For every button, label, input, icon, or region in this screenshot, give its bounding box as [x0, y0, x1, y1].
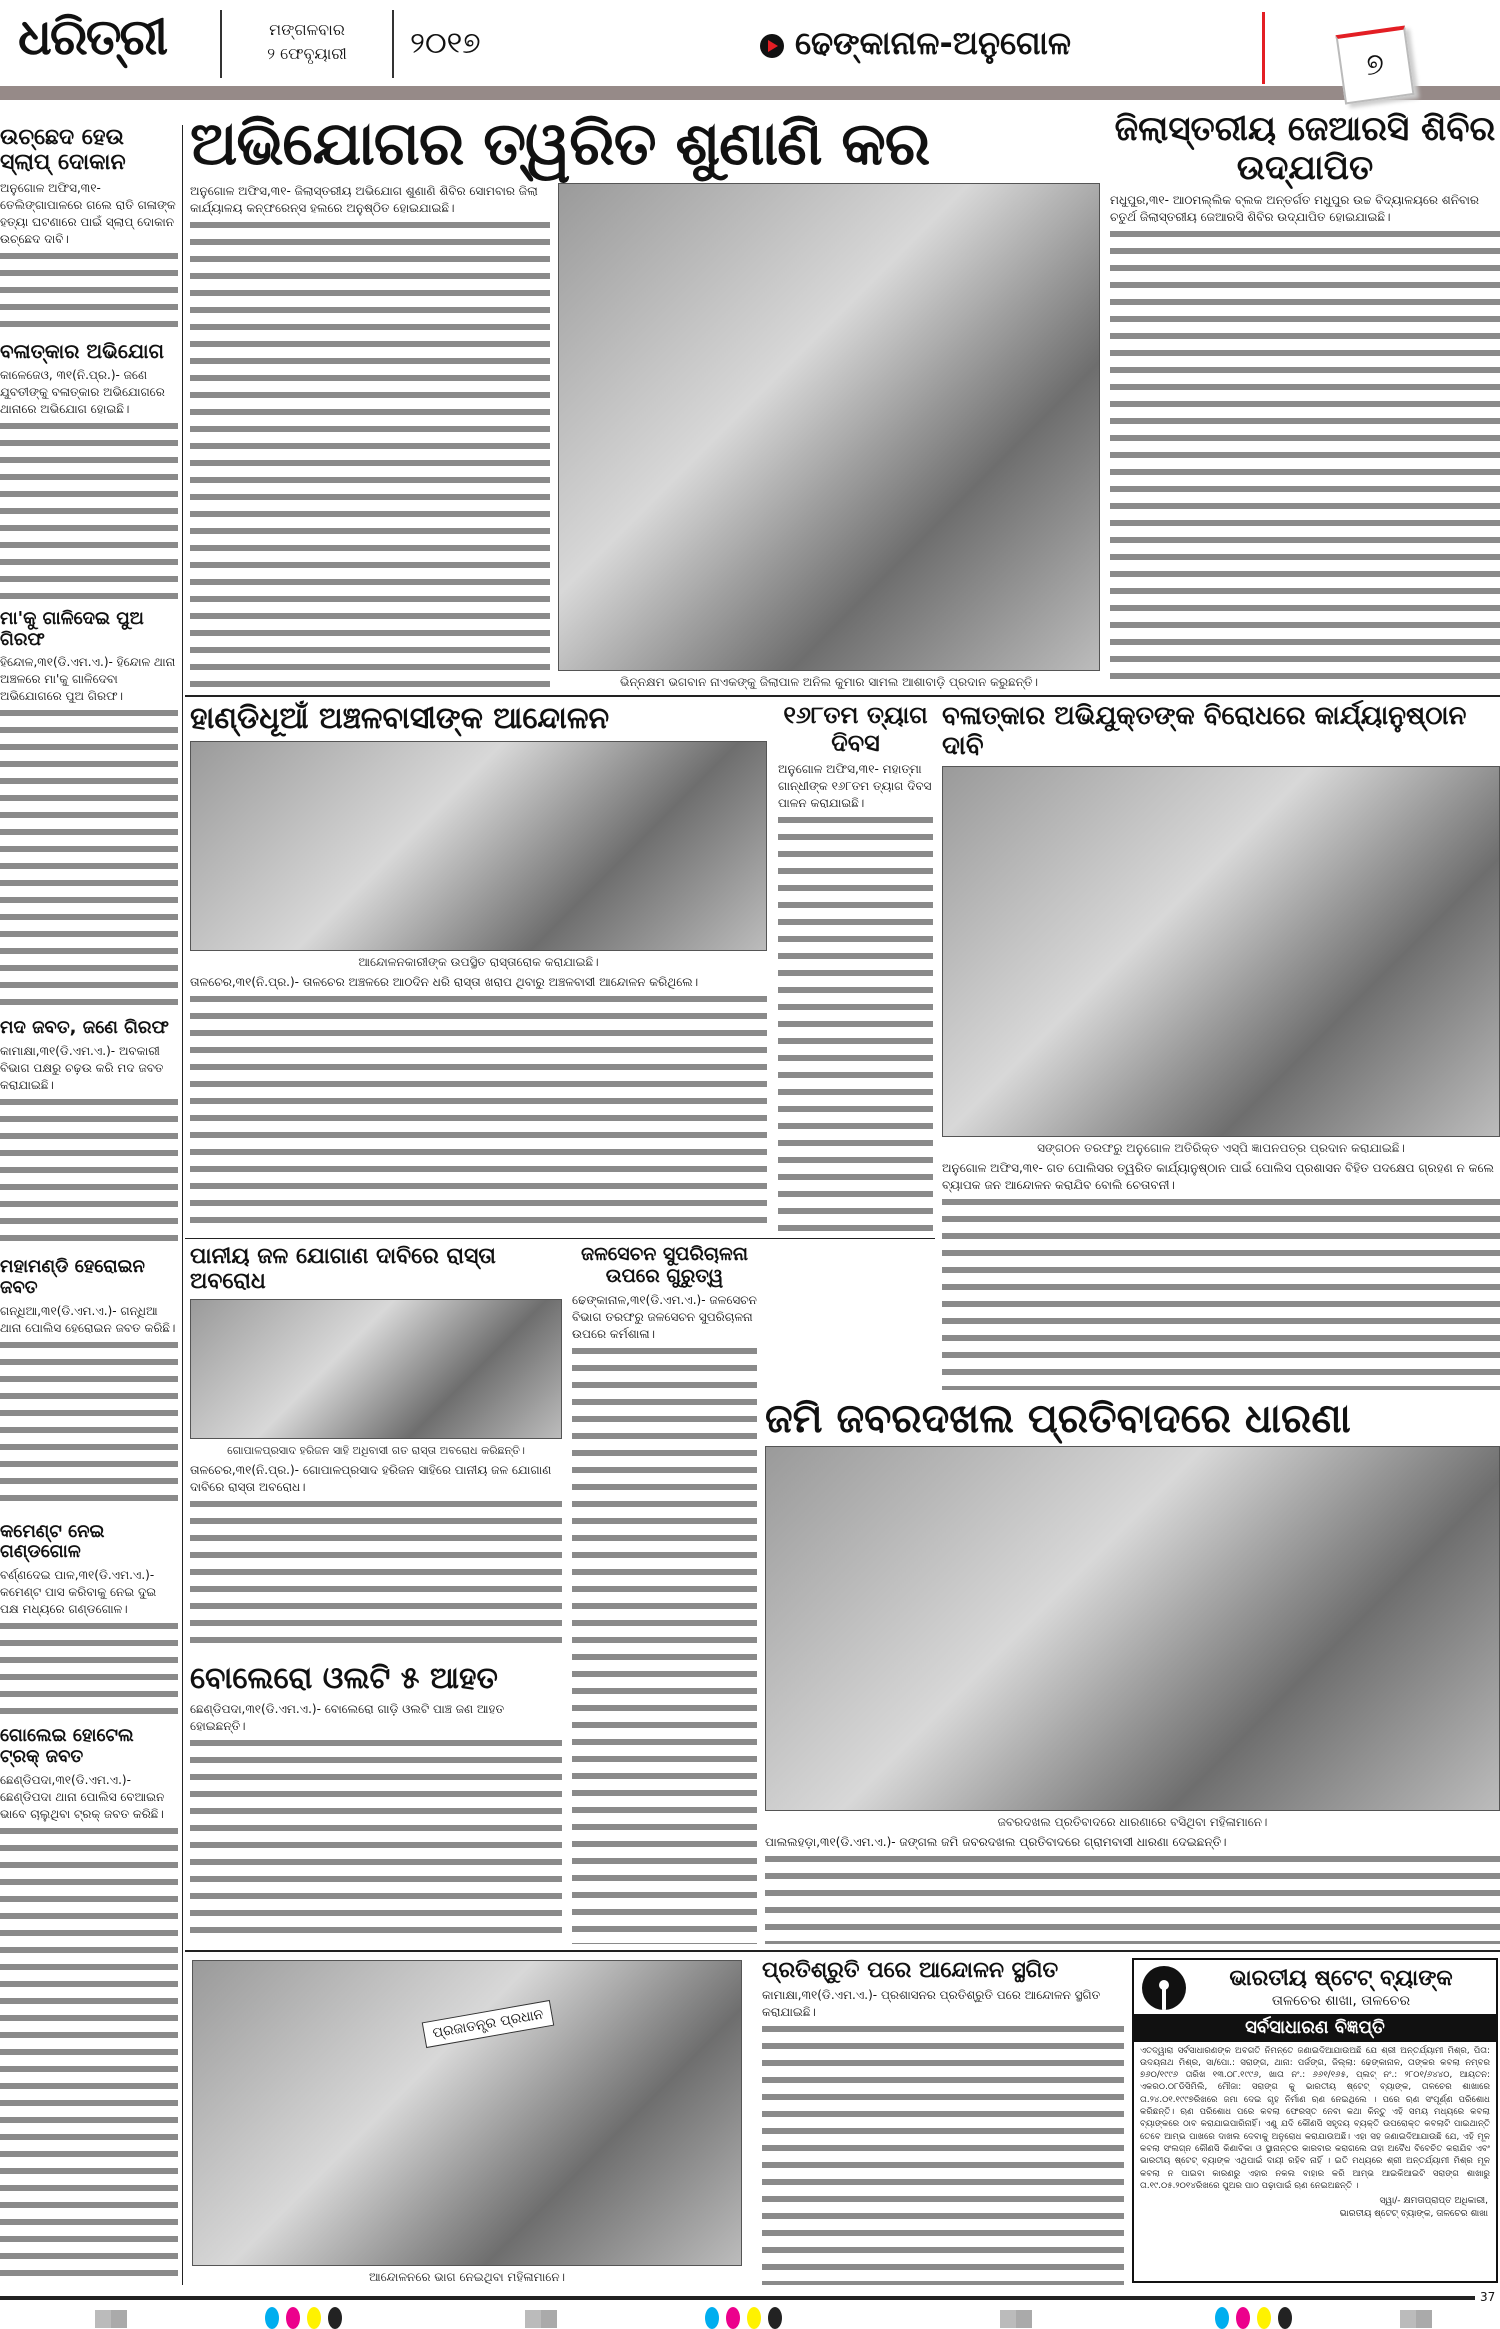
article-body [0, 1772, 178, 2285]
article-body [0, 367, 178, 599]
headline: ମଦ ଜବତ, ଜଣେ ଗିରଫ [0, 1016, 169, 1038]
main-body [190, 183, 550, 690]
body-text: ତାଳଚେର,୩୧(ନି.ପ୍ର.)- ଗୋପାଳପ୍ରସାଦ ହରିଜନ ସାହିରେ ପାନୀୟ ଜଳ ଯୋଗାଣ ଦାବିରେ ରାସ୍ତା ଅବରୋଧ। [190, 1462, 562, 1496]
issue-date [232, 18, 382, 66]
cmyk-dot [705, 2307, 719, 2329]
header-bar [0, 86, 1500, 100]
handidhua-body [190, 974, 767, 1233]
protest-banner: ପ୍ରଜାତନ୍ତ୍ର ପ୍ରଧାନ [422, 2000, 555, 2048]
headline: ବଳାତ୍କାର ଅଭିଯୋଗ [0, 338, 164, 363]
article-mother [0, 609, 178, 1008]
photo-caption: ଜବରଦଖଲ ପ୍ରତିବାଦରେ ଧାରଣାରେ ବସିଥିବା ମହିଳାମାନେ। [997, 1815, 1268, 1829]
cmyk-dot [1215, 2307, 1229, 2329]
cmyk-dot [328, 2307, 342, 2329]
cmyk-dot [747, 2307, 761, 2329]
branch-name: ତାଳଚେର ଶାଖା, ତାଳଚେର [1271, 1993, 1411, 2010]
sbi-logo-icon [1142, 1966, 1186, 2010]
body-text: ଅନୁଗୋଳ ଅଫିସ,୩୧- ଜିଲାସ୍ତରୀୟ ଅଭିଯୋଗ ଶୁଣାଣି ଶିବିର ସୋମବାର ଜିଲା କାର୍ଯ୍ୟାଳୟ କନ୍ଫରେନ୍ସ ହଲରେ ଅନୁଷ୍ଠିତ ହୋଇଯାଇଛି। [190, 183, 550, 217]
cmyk-dot [1278, 2307, 1292, 2329]
issue-year: ୨୦୧୭ [410, 26, 481, 61]
jrc-story [1110, 110, 1500, 690]
cmyk-dot [768, 2307, 782, 2329]
sbi-notice-ad [1132, 1958, 1498, 2283]
article-rape [0, 340, 178, 599]
body-text: ଅନୁଗୋଳ ଅଫିସ,୩୧- ଗତ ପୋଲିସର ତ୍ୱରିତ କାର୍ଯ୍ୟାନୁଷ୍ଠାନ ପାଇଁ ପୋଲିସ ପ୍ରଶାସନ ବିହିତ ପଦକ୍ଷେପ ଗ୍ରହଣ ନ କଲେ ବ୍ୟାପକ ଜନ ଆନ୍ଦୋଳନ କରାଯିବ ବୋଲି ଚେତାବନୀ। [942, 1160, 1500, 1194]
ad-header [1134, 1960, 1496, 2011]
accused-photo [942, 766, 1500, 1137]
headline: ମା'କୁ ଗାଳିଦେଇ ପୁଅ ଗିରଫ [0, 607, 144, 650]
body-text: ଛେଣ୍ଡିପଦା,୩୧(ଡି.ଏମ.ଏ.)- ଛେଣ୍ଡିପଦା ଥାନା ପୋଲିସ ବେଆଇନ ଭାବେ ଚାଲୁଥିବା ଟ୍ରକ୍ ଜବତ କରିଛି। [0, 1772, 178, 1823]
water-photo [190, 1299, 562, 1439]
accused-story [942, 702, 1500, 1390]
article-liquor [0, 1018, 178, 1247]
handidhua-story [190, 702, 767, 1232]
print-page-number: 37 [1480, 2290, 1496, 2304]
body-text: ବର୍ଣ୍ଣଦେଇ ପାଳ,୩୧(ଡି.ଏମ.ଏ.)- କମେଣ୍ଟ ପାସ କରିବାକୁ ନେଇ ଦୁଇ ପକ୍ଷ ମଧ୍ୟରେ ଗଣ୍ଡଗୋଳ। [0, 1567, 178, 1618]
land-body [765, 1834, 1500, 1944]
signatory-branch: ଭାରତୀୟ ଷ୍ଟେଟ୍ ବ୍ୟାଙ୍କ, ତାଳଚେର ଶାଖା [1339, 2209, 1488, 2220]
main-photo [558, 183, 1100, 671]
bank-name: ଭାରତୀୟ ଷ୍ଟେଟ୍ ବ୍ୟାଙ୍କ [1229, 1966, 1453, 1991]
headline: ଗୋଲେଇ ହୋଟେଲ ଟ୍ରକ୍ ଜବତ [0, 1725, 134, 1767]
water-headline: ପାନୀୟ ଜଳ ଯୋଗାଣ ଦାବିରେ ରାସ୍ତା ଅବରୋଧ [190, 1244, 496, 1295]
red-divider [1262, 12, 1265, 84]
article-body [0, 1043, 178, 1248]
footer-rule [0, 2296, 1475, 2300]
body-text: କାମାକ୍ଷା,୩୧(ଡି.ଏମ.ଏ.)- ଅବକାରୀ ବିଭାଗ ପକ୍ଷରୁ ଚଢ଼ଉ କରି ମଦ ଜବତ କରାଯାଇଛି। [0, 1043, 178, 1094]
divider [220, 10, 222, 78]
water-body [190, 1462, 562, 1654]
bolero-headline: ବୋଲେରୋ ଓଲଟି ୫ ଆହତ [190, 1661, 498, 1696]
protest-photo-block [192, 1960, 742, 2285]
play-bullet-icon [760, 34, 784, 58]
notice-body: ଏତଦ୍ୱାରା ସର୍ବସାଧାରଣଙ୍କ ଅବଗତି ନିମନ୍ତେ ଜଣାଇଦିଆଯାଉଅଛି ଯେ ଶ୍ରୀ ଅନ୍ତର୍ଯ୍ୟାମୀ ମିଶ୍ର, ପିତା: ଉଦୟନାଥ ମିଶ୍ର, ସା/ପୋ.: ସରାଙ୍ଗ, ଥାନା: ପର୍ଜଙ୍ଗ, ଜିଲ୍ଲା: ଢେଙ୍କାନାଳ, ତାଙ୍କର କବଲା ନମ୍ବର ୭୬୦/୧୯୯୬ ତାରିଖ ୧୩.୦୮.୧୯୯୬, ଖାତା ନଂ.: ୬୬୧/୧୬୫, ପ୍ଲଟ୍ ନଂ.: ୨୮୦୧/୬୪୪୦, ଆୟତନ: ଏକର୦.୦୮ଡିସିମିଲି, ମୌଜା: ସରାଙ୍ଗ କୁ ଭାରତୀୟ ଷ୍ଟେଟ୍ ବ୍ୟାଙ୍କ, ତାଳଚେର ଶାଖାରେ ତା.୨୪.୦୧.୧୯୯୭ରିଖରେ ଜମା ଦେଇ ଗୃହ ନିର୍ମାଣ ଋଣ ନେଇଥିଲେ । ପରେ ଋଣ ସଂପୂର୍ଣ୍ଣ ପରିଶୋଧ କରିଛନ୍ତି। ଋଣ ପରିଶୋଧ ପରେ କବଲା ଫେରସ୍ତ ନେବା କଥା କିନ୍ତୁ ଏହି ସମୟ ମଧ୍ୟରେ କବଲା ବ୍ୟାଙ୍କରେ ଠାବ କରାଯାଇପାରିନାହିଁ। ଏଣୁ ଯଦି କୌଣସି ସହୃଦୟ ବ୍ୟକ୍ତି ଉପରୋକ୍ତ କବଲାଟି ପାଇଥାନ୍ତି ତେବେ ଆମ୍ଭ ପାଖରେ ଦାଖଲ ଦେବାକୁ ଅନୁରୋଧ କରାଯାଉଅଛି। ଏହା ସହ ଜଣାଇଦିଆଯାଉଛି ଯେ, ଏହି ମୂଳ କବଲା ସଂଲଗ୍ନ କୌଣସି କିଣାବିକା ଓ ସ୍ଥାନାନ୍ତର କାରବାର କରାଗଲେ ତାହା ଅବୈଧ ବିବେଚିତ କରାଯିବ ଏବଂ ଭାରତୀୟ ଷ୍ଟେଟ୍ ବ୍ୟାଙ୍କ ଏଥିପାଇଁ ଦାୟୀ ରହିବ ନାହିଁ । ଇତି ମଧ୍ୟରେ ଶ୍ରୀ ଅନ୍ତର୍ଯ୍ୟାମୀ ମିଶ୍ର ମୂଳ କବଲା ନ ପାଇବା କାରଣରୁ ଏହାର ନକଲ ବାହାର କରି ଆମ୍ଭ ଆଇକିଆଇଟି ସରାଙ୍ଗ ଶାଖାରୁ ତା.୧୯.୦୫.୨୦୧୪ରିଖରେ ପୁଅର ପାଠ ପଢ଼ାପାଇଁ ଋଣ ନେଇଅଛନ୍ତି । [1140, 2045, 1490, 2191]
body-text: କାଳେଜେଓ, ୩୧(ନି.ପ୍ର.)- ଜଣେ ଯୁବତୀଙ୍କୁ ବଳାତ୍କାର ଅଭିଯୋଗରେ ଥାନାରେ ଅଭିଯୋଗ ହୋଇଛି। [0, 367, 178, 418]
main-photo-block [558, 183, 1100, 690]
article-slap [0, 125, 178, 330]
gray-swatch [525, 2310, 557, 2328]
main-story-row [190, 183, 1100, 690]
headline: କମେଣ୍ଟ ନେଇ ଗଣ୍ଡଗୋଳ [0, 1520, 105, 1563]
jrc-headline: ଜିଲାସ୍ତରୀୟ ଜେଆରସି ଶିବିର ଉଦ୍‌ଯାପିତ [1114, 109, 1496, 189]
column-rule [182, 125, 183, 2285]
promise-headline: ପ୍ରତିଶ୍ରୁତି ପରେ ଆନ୍ଦୋଳନ ସ୍ଥଗିତ [762, 1958, 1059, 1983]
jrc-body [1110, 192, 1500, 690]
irrigation-story [572, 1244, 757, 1944]
left-column [0, 125, 178, 2285]
newspaper-logo: ଧରିତ୍ରୀ [18, 8, 167, 66]
photo-caption: ଆନ୍ଦୋଳନରେ ଭାଗ ନେଇଥିବା ମହିଳାମାନେ। [368, 2270, 565, 2284]
body-text: ପାଲଲହଡ଼ା,୩୧(ଡି.ଏମ.ଏ.)- ଜଙ୍ଗଲ ଜମି ଜବରଦଖଲ ପ୍ରତିବାଦରେ ଗ୍ରାମବାସୀ ଧାରଣା ଦେଇଛନ୍ତି। [765, 1834, 1500, 1851]
promise-body [762, 1987, 1124, 2285]
protest-photo [192, 1960, 742, 2266]
land-story [765, 1396, 1500, 1944]
row-rule [185, 1238, 935, 1239]
bolero-body [190, 1701, 562, 1945]
photo-caption: ଗୋପାଳପ୍ରସାଦ ହରିଜନ ସାହି ଅଧିବାସୀ ଗତ ରାସ୍ତା ଅବରୋଧ କରିଛନ୍ତି। [227, 1443, 525, 1457]
water-story [190, 1244, 562, 1654]
date: ୨ ଫେବୃୟାରୀ [267, 44, 347, 63]
cmyk-dot [1257, 2307, 1271, 2329]
notice-title: ସର୍ବସାଧାରଣ ବିଜ୍ଞପ୍ତି [1134, 2014, 1496, 2042]
tyag-body [778, 761, 933, 1232]
body-text: ମଧୁପୁର,୩୧- ଆଠମଲ୍ଲିକ ବ୍ଲକ ଅନ୍ତର୍ଗତ ମଧୁପୁର ଉଚ୍ଚ ବିଦ୍ୟାଳୟରେ ଶନିବାର ଚତୁର୍ଥ ଜିଲାସ୍ତରୀୟ ଜେଆରସି ଶିବିର ଉଦ୍‌ଯାପିତ ହୋଇଯାଇଛି। [1110, 192, 1500, 226]
body-text: ଅନୁଗୋଳ ଅଫିସ,୩୧- ତେଲିଙ୍ଗାପାଳରେ ଗଲେ ରାତି ଗଳାଙ୍କ ହତ୍ୟା ଘଟଣାରେ ପାଇଁ ସ୍ଲାପ୍ ଦୋକାନ ଉଚ୍ଛେଦ ଦାବି। [0, 180, 178, 248]
weekday: ମଙ୍ଗଳବାର [269, 20, 345, 39]
irrigation-headline: ଜଳସେଚନ ସୁପରିଚାଳନା ଉପରେ ଗୁରୁତ୍ୱ [580, 1243, 749, 1287]
article-comment [0, 1522, 178, 1717]
body-text: ହିନ୍ଦୋଳ,୩୧(ଡି.ଏମ.ଏ.)- ହିନ୍ଦୋଳ ଥାନା ଅଞ୍ଚଳରେ ମା'କୁ ଗାଳିଦେବା ଅଭିଯୋଗରେ ପୁଅ ଗିରଫ। [0, 654, 178, 705]
main-headline: ଅଭିଯୋଗର ତ୍ୱରିତ ଶୁଣାଣି କର [190, 109, 930, 179]
gray-swatch [1000, 2310, 1032, 2328]
cmyk-dot [286, 2307, 300, 2329]
section-title: ଢେଙ୍କାନାଳ-ଅନୁଗୋଳ [795, 24, 1072, 62]
body-text: ଢେଙ୍କାନାଳ,୩୧(ଡି.ଏମ.ଏ.)- ଜଳସେଚନ ବିଭାଗ ତରଫରୁ ଜଳସେଚନ ସୁପରିଚାଳନା ଉପରେ କର୍ମଶାଳା। [572, 1292, 757, 1341]
main-story [190, 110, 1100, 690]
signatory: ସ୍ୱା/- କ୍ଷମତାପ୍ରାପ୍ତ ଅଧିକାରୀ, [1379, 2196, 1488, 2207]
photo-caption: ଭିନ୍ନକ୍ଷମ ଭଗବାନ ନାଏକଙ୍କୁ ଜିଲାପାଳ ଅନିଲ କୁମାର ସାମଲ ଆଶାବାଡ଼ି ପ୍ରଦାନ କରୁଛନ୍ତି। [620, 675, 1038, 689]
gray-swatch [95, 2310, 127, 2328]
notice-signature [1134, 2195, 1496, 2225]
cmyk-dot [726, 2307, 740, 2329]
body-text: କାମାକ୍ଷା,୩୧(ଡି.ଏମ.ଏ.)- ପ୍ରଶାସନର ପ୍ରତିଶ୍ରୁତି ପରେ ଆନ୍ଦୋଳନ ସ୍ଥଗିତ କରାଯାଇଛି। [762, 1987, 1124, 2021]
accused-body [942, 1160, 1500, 1390]
land-headline: ଜମି ଜବରଦଖଲ ପ୍ରତିବାଦରେ ଧାରଣା [765, 1396, 1351, 1442]
gray-swatch [1400, 2310, 1432, 2328]
cmyk-dot [307, 2307, 321, 2329]
bolero-story [190, 1662, 562, 1944]
handidhua-photo [190, 741, 767, 951]
headline: ମହାମଣ୍ଡି ହେରୋଇନ ଜବତ [0, 1256, 145, 1299]
article-body [0, 654, 178, 1008]
row-rule [185, 695, 1500, 697]
promise-story [762, 1958, 1124, 2285]
irrigation-body [572, 1292, 757, 1944]
article-body [0, 180, 178, 330]
body-text: ତାଳଚେର,୩୧(ନି.ପ୍ର.)- ତାଳଚେର ଅଞ୍ଚଳରେ ଆଠଦିନ ଧରି ରାସ୍ତା ଖରାପ ଥିବାରୁ ଅଞ୍ଚଳବାସୀ ଆନ୍ଦୋଳନ କରିଥିଲେ। [190, 974, 767, 991]
article-heroin [0, 1257, 178, 1511]
cmyk-dot [1236, 2307, 1250, 2329]
body-text: ଛେଣ୍ଡିପଦା,୩୧(ଡି.ଏମ.ଏ.)- ବୋଲେରୋ ଗାଡ଼ି ଓଲଟି ପାଞ୍ଚ ଜଣ ଆହତ ହୋଇଛନ୍ତି। [190, 1701, 562, 1735]
land-photo [765, 1446, 1500, 1811]
accused-headline: ବଳାତ୍କାର ଅଭିଯୁକ୍ତଙ୍କ ବିରୋଧରେ କାର୍ଯ୍ୟାନୁଷ୍ଠାନ ଦାବି [942, 701, 1467, 761]
row-rule [185, 1950, 1500, 1952]
headline: ଉଚ୍ଛେଦ ହେଉ ସ୍ଲାପ୍ ଦୋକାନ [0, 125, 126, 176]
tyag-headline: ୧୬୮ତମ ତ୍ୟାଗ ଦିବସ [783, 701, 928, 757]
divider [392, 10, 394, 78]
article-body [0, 1303, 178, 1512]
body-text: ଅନୁଗୋଳ ଅଫିସ,୩୧- ମହାତ୍ମା ଗାନ୍ଧୀଙ୍କ ୧୬୮ତମ ତ୍ୟାଗ ଦିବସ ପାଳନ କରାଯାଇଛି। [778, 762, 932, 811]
page-number-badge: ୭ [1335, 25, 1414, 104]
tyag-story [778, 702, 933, 1232]
photo-caption: ସଙ୍ଗଠନ ତରଫରୁ ଅନୁଗୋଳ ଅତିରିକ୍ତ ଏସ୍‌ପି ଜ୍ଞାପନପତ୍ର ପ୍ରଦାନ କରାଯାଇଛି। [1037, 1141, 1405, 1155]
body-text: ଗନ୍ଧିଆ,୩୧(ଡି.ଏମ.ଏ.)- ଗନ୍ଧିଆ ଥାନା ପୋଲିସ ହେରୋଇନ ଜବତ କରିଛି। [0, 1303, 178, 1337]
handidhua-headline: ହାଣ୍ଡିଧୂଆଁ ଅଞ୍ଚଳବାସୀଙ୍କ ଆନ୍ଦୋଳନ [190, 701, 610, 736]
article-body [0, 1567, 178, 1716]
cmyk-dot [265, 2307, 279, 2329]
article-truck [0, 1726, 178, 2285]
photo-caption: ଆନ୍ଦୋଳନକାରୀଙ୍କ ଉପସ୍ଥିତ ରାସ୍ତାରୋକ କରାଯାଇଛି। [358, 954, 599, 969]
